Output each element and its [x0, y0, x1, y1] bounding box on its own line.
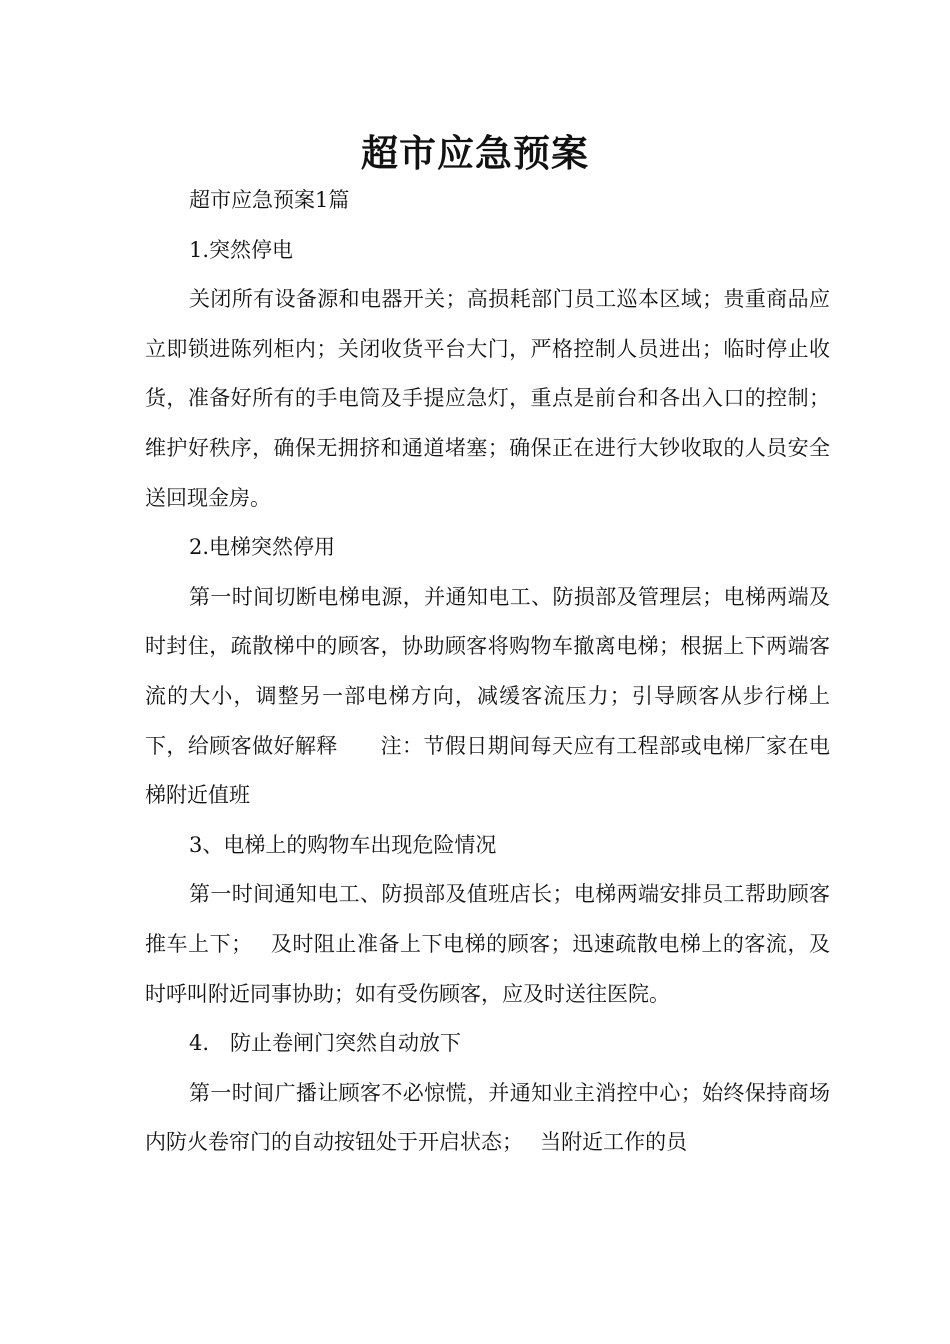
paragraph-power-outage: 关闭所有设备源和电器开关；高损耗部门员工巡本区域；贵重商品应立即锁进陈列柜内；关闭收货平台大门，严格控制人员进出；临时停止收货，准备好所有的手电筒及手提应急灯，重点是前台和各出入口的控制；维护好秩序，确保无拥挤和通道堵塞；确保正在进行大钞收取的人员安全送回现金房。 — [145, 287, 830, 510]
document-body — [145, 176, 830, 1168]
section-heading-cart-danger: 3、电梯上的购物车出现危险情况 — [189, 832, 497, 857]
section-heading-elevator-stop: 2.电梯突然停用 — [189, 535, 336, 560]
section-heading-power-outage: 1.突然停电 — [189, 237, 294, 262]
section-heading-rolling-door: 4. 防止卷闸门突然自动放下 — [189, 1031, 462, 1056]
paragraph-elevator-stop: 第一时间切断电梯电源，并通知电工、防损部及管理层；电梯两端及时封住，疏散梯中的顾客，协助顾客将购物车撤离电梯；根据上下两端客流的大小，调整另一部电梯方向，减缓客流压力；引导顾客从步行梯上下，给顾客做好解释 注：节假日期间每天应有工程部或电梯厂家在电梯附近值班 — [145, 584, 830, 808]
paragraph-cart-danger: 第一时间通知电工、防损部及值班店长；电梯两端安排员工帮助顾客推车上下； 及时阻止准备上下电梯的顾客；迅速疏散电梯上的客流，及时呼叫附近同事协助；如有受伤顾客，应及时送往医院。 — [145, 882, 830, 1006]
subtitle-line: 超市应急预案1篇 — [189, 188, 350, 212]
document-title: 超市应急预案 — [361, 132, 589, 175]
paragraph-rolling-door: 第一时间广播让顾客不必惊慌，并通知业主消控中心；始终保持商场内防火卷帘门的自动按钮处于开启状态； 当附近工作的员 — [145, 1080, 830, 1155]
